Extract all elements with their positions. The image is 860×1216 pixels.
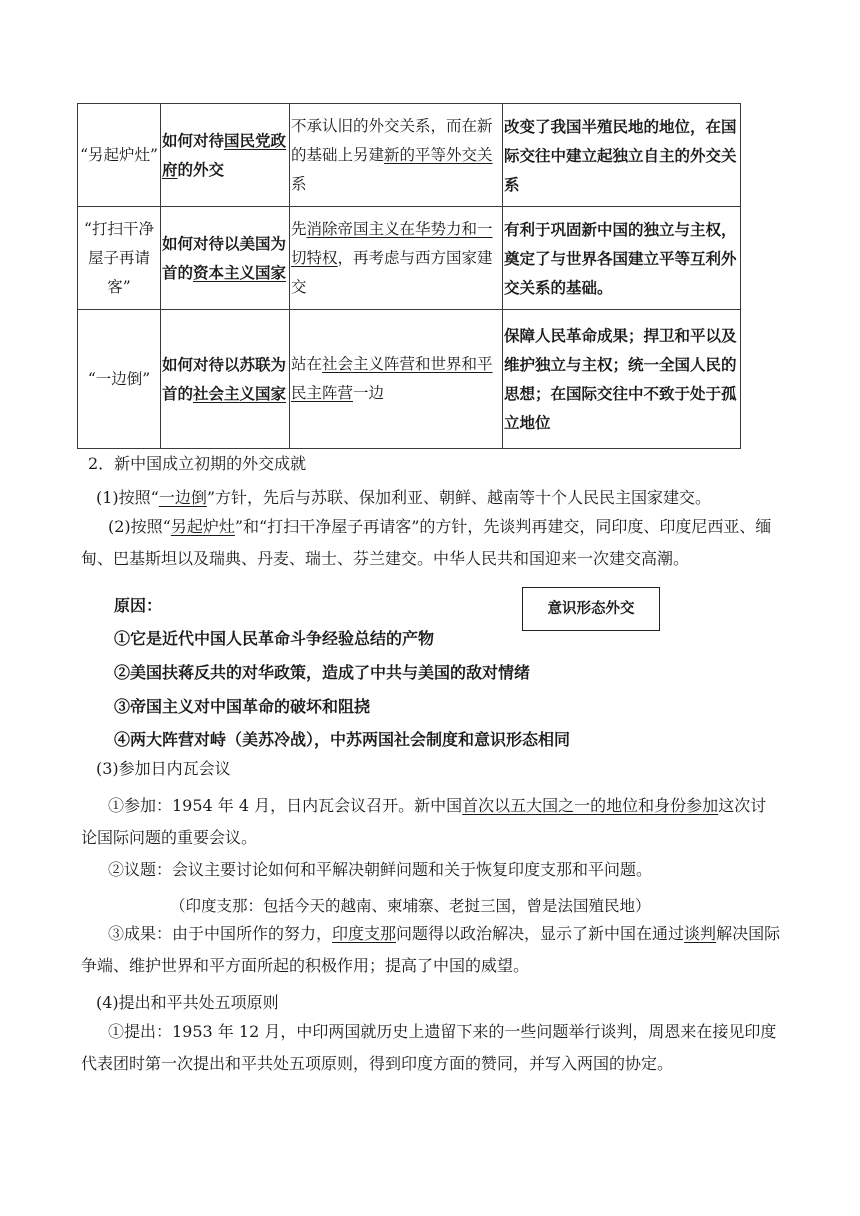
geneva-agenda: ②议题：会议主要讨论如何和平解决朝鲜问题和关于恢复印度支那和平问题。 (108, 860, 653, 879)
diplomacy-policy-table (77, 103, 741, 449)
ideology-diplomacy-box: 意识形态外交 (522, 587, 660, 631)
geneva-title: (3)参加日内瓦会议 (96, 759, 231, 778)
policy-target-cell: 如何对待国民党政府的外交 (161, 104, 290, 207)
indochina-note: （印度支那：包括今天的越南、柬埔寨、老挝三国，曾是法国殖民地） (170, 897, 651, 915)
reason-item: ④两大阵营对峙（美苏冷战），中苏两国社会制度和意识形态相同 (114, 730, 571, 749)
reason-item: ③帝国主义对中国革命的破坏和阻挠 (114, 697, 371, 716)
achievement-item-2: (2)按照“另起炉灶”和“打扫干净屋子再请客”的方针，先谈判再建交，同印度、印度尼西亚、缅甸、巴基斯坦以及瑞典、丹麦、瑞士、芬兰建交。中华人民共和国迎来一次建交高潮。 (81, 517, 772, 568)
section-title: 2．新中国成立初期的外交成就 (88, 454, 307, 473)
policy-content-cell: 站在社会主义阵营和世界和平民主阵营一边 (290, 310, 503, 449)
table-row (78, 104, 741, 207)
policy-name-cell: “另起炉灶” (78, 104, 161, 207)
reason-item: ①它是近代中国人民革命斗争经验总结的产物 (114, 629, 435, 648)
reasons-label: 原因： (114, 596, 163, 615)
table-row (78, 310, 741, 449)
policy-content-cell: 不承认旧的外交关系，而在新的基础上另建新的平等外交关系 (290, 104, 503, 207)
reason-item: ②美国扶蒋反共的对华政策，造成了中共与美国的敌对情绪 (114, 663, 531, 682)
table-row (78, 207, 741, 310)
policy-effect-cell: 改变了我国半殖民地的地位，在国际交往中建立起独立自主的外交关系 (503, 104, 741, 207)
policy-name-cell: “打扫干净屋子再请客” (78, 207, 161, 310)
geneva-participation: ①参加：1954 年 4 月，日内瓦会议召开。新中国首次以五大国之一的地位和身份参加这次讨论国际问题的重要会议。 (81, 796, 767, 847)
policy-effect-cell: 有利于巩固新中国的独立与主权，奠定了与世界各国建立平等互利外交关系的基础。 (503, 207, 741, 310)
geneva-result: ③成果：由于中国所作的努力，印度支那问题得以政治解决，显示了新中国在通过谈判解决国际争端、维护世界和平方面所起的积极作用；提高了中国的威望。 (81, 924, 781, 975)
policy-content-cell: 先消除帝国主义在华势力和一切特权，再考虑与西方国家建交 (290, 207, 503, 310)
five-principles-title: (4)提出和平共处五项原则 (96, 993, 279, 1012)
achievement-item-1: (1)按照“一边倒”方针，先后与苏联、保加利亚、朝鲜、越南等十个人民民主国家建交。 (96, 488, 712, 507)
policy-name-cell: “一边倒” (78, 310, 161, 449)
policy-target-cell: 如何对待以美国为首的资本主义国家 (161, 207, 290, 310)
policy-target-cell: 如何对待以苏联为首的社会主义国家 (161, 310, 290, 449)
five-principles-proposal: ①提出：1953 年 12 月，中印两国就历史上遗留下来的一些问题举行谈判，周恩来在接见印度代表团时第一次提出和平共处五项原则，得到印度方面的赞同，并写入两国的协定。 (81, 1022, 777, 1073)
policy-effect-cell: 保障人民革命成果；捍卫和平以及维护独立与主权；统一全国人民的思想；在国际交往中不致于处于孤立地位 (503, 310, 741, 449)
